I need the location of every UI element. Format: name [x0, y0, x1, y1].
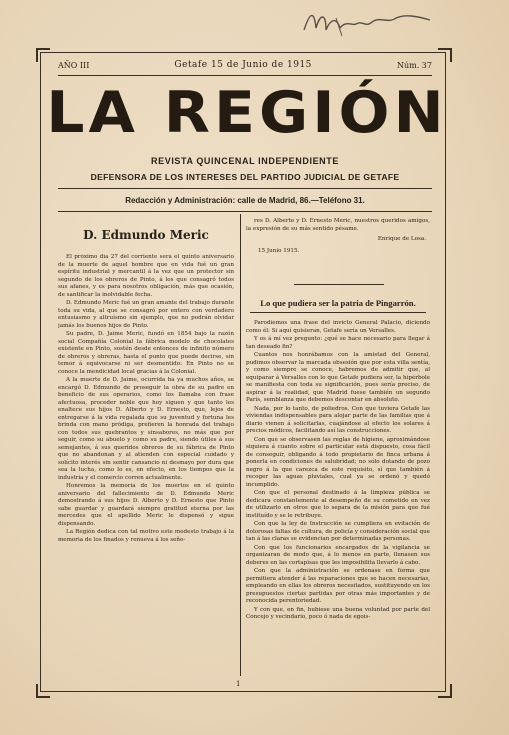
paragraph: Con que se observasen las reglas de higiene, aproximándose siquiera á cuanto sobre el particular está dispuesto, cosa fácil de conseguir, obligando á todo propietario de finca urbana á ponerla en condiciones de salubridad; no sólo dotando de pozo negro á la que carezca de este requisito, sí que también á recoger las aguas pluviales, cual ya se ordenó y quedó incumplido. — [246, 436, 430, 488]
section-rule — [294, 284, 384, 285]
paragraph: Su padre, D. Jaime Meric, fundó en 1854 bajo la razón social Compañía Colonial la fábrica modelo de chocolates existente en Pinto, sostén desde entonces de infinito número de obreros y obreras, hasta el punto que puede decirse, sin temor á equivocarse ni ser desmentido: En Pinto no se conoce la mendicidad local gracias á la Colonial. — [58, 331, 234, 375]
left-article-title: D. Edmundo Meric — [83, 228, 209, 242]
paragraph: Honremos la memoria de los muertos en el quinto aniversario del fallecimiento de D. Edmundo Meric demostrando á sus hijos D. Alberto y D. Ernesto que Pinto sabe guardar y guardará siempre gratitud eterna por las mercedes que el apellido Meric le dispensó y sigue dispensando. — [58, 483, 234, 527]
issue-date: Getafe 15 de Junio de 1915 — [174, 60, 312, 70]
paragraph: Y con que, en fin, hubiese una buena voluntad por parte del Concejo y vecindario, poco ó nada de egois- — [246, 606, 430, 620]
right-article-title: Lo que pudiera ser la patria de Pingarrón. — [260, 298, 416, 308]
page-number: 1 — [236, 680, 241, 688]
paragraph: La Región dedica con tal motivo este modesto trabajo á la memoria de los finados y renueva á los seño- — [58, 529, 234, 543]
title-underline — [250, 312, 426, 313]
issue-year: AÑO III — [58, 60, 90, 70]
header-rule — [58, 75, 432, 76]
header-rule — [58, 211, 432, 212]
header-rule — [58, 188, 432, 189]
paragraph: Y os á mí vez pregunto: ¿qué se hace necesario para llegar á tan deseado fin? — [246, 336, 430, 350]
right-continuation — [246, 218, 430, 233]
article-dateline: 15 Junio 1915. — [258, 248, 300, 254]
issue-line — [58, 58, 432, 72]
paragraph: Cuantos nos honrábamos con la amistad del General, pudimos observar la marcada obsesión que por esta villa sentía, y como siempre se conoce, habremos de admitir que, al equiparar á Versalles con lo que Getafe pudiera ser, la hipérbole se manifiesta con toda su significación, pues sería preciso, de aspirar á la realidad, que Madrid fuese también un segundo París, semblanza que debemos descontar en absoluto. — [246, 352, 430, 403]
masthead-title: LA REGIÓN — [46, 79, 448, 147]
paragraph: Con que el personal destinado á la limpieza pública se dedicara constantemente al desempeño de su cometido en vez de utilizarlo en otros que lo separa de la misión para que fué instituído y se le retribuye. — [246, 490, 430, 519]
column-divider — [240, 214, 241, 676]
frame-corner — [36, 48, 50, 62]
subtitle-secondary: DEFENSORA DE LOS INTERESES DEL PARTIDO JUDICIAL DE GETAFE — [90, 172, 400, 182]
issue-number: Núm. 37 — [396, 60, 432, 70]
masthead — [46, 79, 448, 147]
paragraph: Con que la ley de Instrucción se cumpliera en evitación de dolorosas faltas de cultura, de policía y consideración social que tan á las claras se evidencian por determinadas personas. — [246, 521, 430, 542]
subtitle-primary: REVISTA QUINCENAL INDEPENDIENTE — [151, 156, 339, 166]
left-article-body — [58, 254, 234, 674]
frame-corner — [36, 684, 50, 698]
paragraph: El próximo día 27 del corriente será el quinto aniversario de la muerte de aquel hombre que en vida fué un gran espíritu industrial y mercantil á la vez que un protector sin segundo de los obreros de Pinto, á los que consagró todos sus afanes, y es para nosotros obligación, más que ocasión, de santificar la inolvidable fecha. — [58, 254, 234, 298]
paragraph: Con que la administración se ordenase en forma que permitiera atender á las reparaciones que se hacen necesarias, empleando en ellas los obreros necesitados, sustituyendo en los presupuestos ciertas partidas por otras más importantes y de reconocida perentoriedad. — [246, 568, 430, 604]
author-signature: Enrique de Losa. — [377, 236, 426, 242]
administration-line: Redacción y Administración: calle de Madrid, 86.—Teléfono 31. — [125, 196, 365, 205]
frame-corner — [438, 48, 452, 62]
paragraph: res D. Alberto y D. Ernesto Meric, nuestros queridos amigos, la expresión de su más sentido pésame. — [246, 218, 430, 232]
paragraph: Parodiemos una frase del invicto General Palacio, diciendo como él: Si aquí quisieran, Getafe sería un Versalles. — [246, 320, 430, 334]
paragraph: A la muerte de D. Jaime, ocurrida ha ya muchos años, se encargó D. Edmundo de proseguir la obra de su padre en beneficio de sus operarios, como los llamaba con frase afectuosa, proceder noble que hoy siguen y que tanto les enaltece sus hijos D. Alberto y D. Ernesto, que, lejos de entregarse á la vida regalada que su juventud y fortuna les brinda con mano pródiga, prefieren la honrada del trabajo con todos sus quebrantos y sinsabores, no más que por seguir, como su abuelo y como su padre, siendo útiles á sus semejantes, á sus queridos obreros de su fábrica de Pinto que no abandonan y al atienden con especial cuidado y solícito interés sin sentir cansancio ni desmayo por dura que sea la lucha, como lo es, en efecto, en los tiempos que la industria y el comercio corren actualmente. — [58, 377, 234, 481]
paragraph: D. Edmundo Meric fué un gran amante del trabajo durante toda su vida, al que se consagró por entero con verdadero entusiasmo y altruísmo sin ejemplo, que no podrán olvidar jamás los buenos hijos de Pinto. — [58, 300, 234, 329]
paragraph: Nada, por lo tanto, de poliedros. Con que tuviera Getafe las viviendas indispensables para alojar parte de las familias que á diario vienen á solicitarlas, cuajándose al efecto los solares á precios módicos, facilitando así las construcciones. — [246, 405, 430, 434]
paragraph: Con que los funcionarios encargados de la vigilancia se organizaran de modo que, á lo menos en parte, llenasen sus deberes en las cortapisas que les imposibilita llevarlo á cabo. — [246, 544, 430, 566]
right-article-body — [246, 320, 430, 676]
handwritten-signature — [296, 6, 436, 40]
frame-corner — [438, 684, 452, 698]
